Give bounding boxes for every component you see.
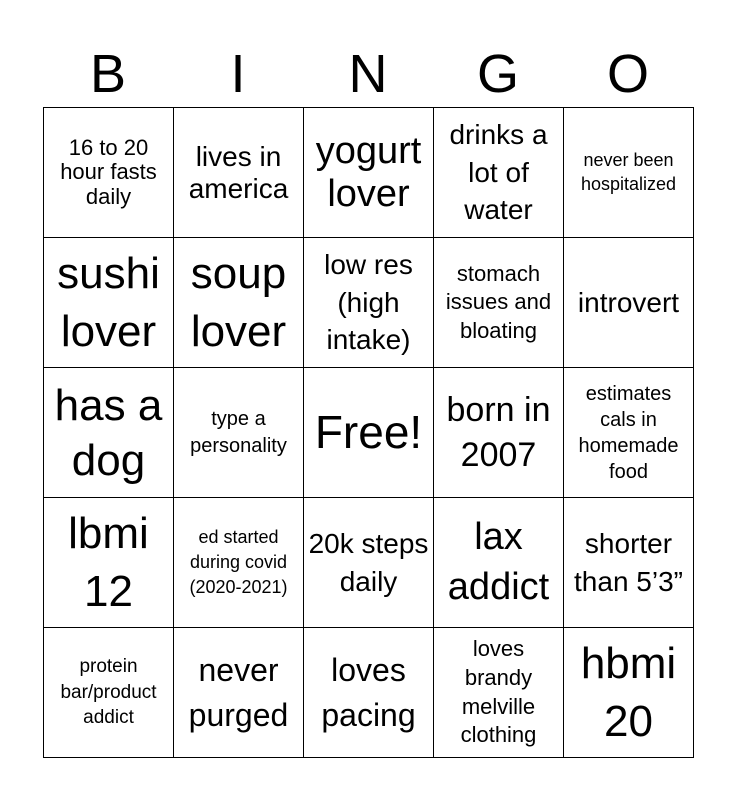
bingo-cell[interactable] bbox=[304, 238, 434, 368]
bingo-cell[interactable] bbox=[434, 628, 564, 758]
cell-text: hbmi 20 bbox=[580, 639, 677, 746]
cell-text: 20k steps daily bbox=[308, 527, 429, 597]
header-letter-b: B bbox=[89, 44, 127, 104]
board-row bbox=[44, 628, 694, 758]
header-letter-o: O bbox=[606, 44, 649, 104]
bingo-cell[interactable] bbox=[304, 628, 434, 758]
header-letter-n: N bbox=[348, 44, 388, 104]
bingo-cell[interactable] bbox=[434, 498, 564, 628]
header-letter-g: G bbox=[476, 44, 519, 104]
cell-text: never purged bbox=[188, 651, 289, 733]
bingo-cell[interactable] bbox=[304, 368, 434, 498]
bingo-cell[interactable] bbox=[174, 108, 304, 238]
bingo-cell[interactable] bbox=[564, 108, 694, 238]
bingo-cell[interactable] bbox=[44, 368, 174, 498]
board-row bbox=[44, 498, 694, 628]
bingo-cell[interactable] bbox=[44, 628, 174, 758]
free-space-text: Free! bbox=[314, 405, 423, 458]
cell-text: yogurt lover bbox=[315, 129, 422, 215]
cell-text: lives in america bbox=[188, 141, 289, 204]
bingo-cell[interactable] bbox=[174, 368, 304, 498]
cell-text: has a dog bbox=[54, 380, 163, 485]
cell-text: lax addict bbox=[447, 516, 550, 608]
cell-text: drinks a lot of water bbox=[449, 118, 548, 226]
cell-text: loves brandy melville clothing bbox=[460, 636, 537, 748]
cell-text: type a personality bbox=[190, 407, 287, 457]
cell-text: sushi lover bbox=[57, 249, 160, 356]
cell-text: protein bar/product addict bbox=[60, 656, 157, 729]
cell-text: soup lover bbox=[190, 249, 287, 356]
cell-text: stomach issues and bloating bbox=[445, 260, 552, 343]
cell-text: lbmi 12 bbox=[68, 509, 149, 616]
cell-text: estimates cals in homemade food bbox=[578, 382, 679, 483]
bingo-cell[interactable] bbox=[174, 498, 304, 628]
bingo-header bbox=[43, 40, 693, 108]
bingo-board bbox=[43, 107, 694, 758]
bingo-cell[interactable] bbox=[564, 628, 694, 758]
cell-text: born in 2007 bbox=[446, 391, 551, 474]
board-row bbox=[44, 238, 694, 368]
bingo-cell[interactable] bbox=[564, 238, 694, 368]
header-letter-i: I bbox=[230, 44, 246, 104]
bingo-cell[interactable] bbox=[174, 238, 304, 368]
bingo-cell[interactable] bbox=[304, 498, 434, 628]
bingo-cell[interactable] bbox=[44, 108, 174, 238]
bingo-cell[interactable] bbox=[564, 498, 694, 628]
bingo-cell[interactable] bbox=[434, 108, 564, 238]
bingo-cell[interactable] bbox=[434, 238, 564, 368]
cell-text: never been hospitalized bbox=[580, 150, 677, 194]
bingo-cell[interactable] bbox=[44, 238, 174, 368]
cell-text: low res (high intake) bbox=[324, 248, 413, 356]
board-row bbox=[44, 108, 694, 238]
cell-text: introvert bbox=[577, 286, 680, 318]
board-row bbox=[44, 368, 694, 498]
cell-text: 16 to 20 hour fasts daily bbox=[60, 134, 157, 209]
cell-text: shorter than 5’3” bbox=[574, 527, 683, 597]
bingo-cell[interactable] bbox=[564, 368, 694, 498]
cell-text: loves pacing bbox=[321, 651, 416, 733]
bingo-cell[interactable] bbox=[44, 498, 174, 628]
cell-text: ed started during covid (2020-2021) bbox=[189, 526, 288, 598]
bingo-cell[interactable] bbox=[174, 628, 304, 758]
bingo-cell[interactable] bbox=[304, 108, 434, 238]
bingo-cell[interactable] bbox=[434, 368, 564, 498]
